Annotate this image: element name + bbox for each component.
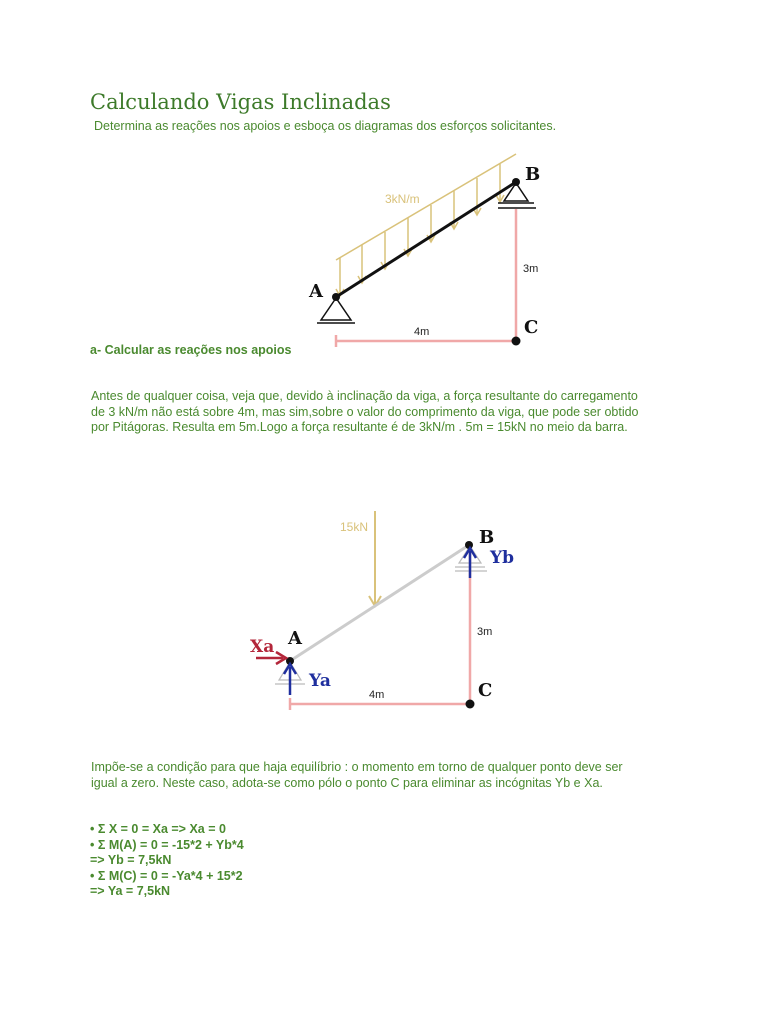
paragraph-1-line: por Pitágoras. Resulta em 5m.Logo a força resultante é de 3kN/m . 5m = 15kN no meio da barra.	[91, 420, 628, 434]
page-title: Calculando Vigas Inclinadas	[90, 90, 391, 114]
dim-horizontal-label: 4m	[414, 326, 430, 338]
section-a-heading: a- Calcular as reações nos apoios	[90, 343, 292, 357]
equation-line: => Ya = 7,5kN	[90, 884, 171, 898]
dim-vertical-label: 3m	[523, 263, 539, 275]
load-label: 3kN/m	[385, 192, 420, 206]
point-c-label-2: C	[478, 680, 493, 701]
paragraph-2-line: igual a zero. Neste caso, adota-se como pólo o ponto C para eliminar as incógnitas Yb e Xa.	[91, 775, 603, 790]
equation-line: => Yb = 7,5kN	[90, 853, 172, 867]
force-label: 15kN	[340, 520, 369, 534]
distributed-load-arrows	[336, 164, 504, 296]
point-c-label: C	[524, 317, 539, 338]
paragraph-1-line: Antes de qualquer coisa, veja que, devido à inclinação da viga, a força resultante do carregamento	[91, 389, 638, 403]
equations-list	[90, 822, 244, 900]
dim-horizontal-label-2: 4m	[369, 689, 385, 701]
reaction-ya-label: Ya	[309, 671, 331, 691]
equation-line: • Σ M(C) = 0 = -Ya*4 + 15*2	[90, 868, 243, 883]
reaction-xa-label: Xa	[250, 637, 275, 657]
beam	[336, 182, 516, 297]
paragraph-1-line: de 3 kN/m não está sobre 4m, mas sim,sobre o valor do comprimento da viga, que pode ser obtido	[91, 404, 639, 419]
subtitle: Determina as reações nos apoios e esboça os diagramas dos esforços solicitantes.	[94, 119, 557, 133]
dim-vertical-label-2: 3m	[477, 626, 493, 638]
point-a-label-2: A	[288, 628, 302, 649]
paragraph-1	[91, 389, 751, 436]
paragraph-2-line: Impõe-se a condição para que haja equilíbrio : o momento em torno de qualquer ponto deve ser	[91, 760, 623, 774]
equation-line: • Σ M(A) = 0 = -15*2 + Yb*4	[90, 837, 244, 852]
reaction-yb-label: Yb	[490, 548, 515, 568]
beam-free-body	[290, 545, 469, 661]
point-b-label: B	[525, 164, 541, 185]
point-b-label-2: B	[479, 527, 495, 548]
point-a-label: A	[309, 281, 323, 302]
diagram-free-body	[250, 511, 514, 710]
paragraph-2	[91, 760, 751, 791]
equation-line: • Σ X = 0 = Xa => Xa = 0	[90, 822, 226, 836]
